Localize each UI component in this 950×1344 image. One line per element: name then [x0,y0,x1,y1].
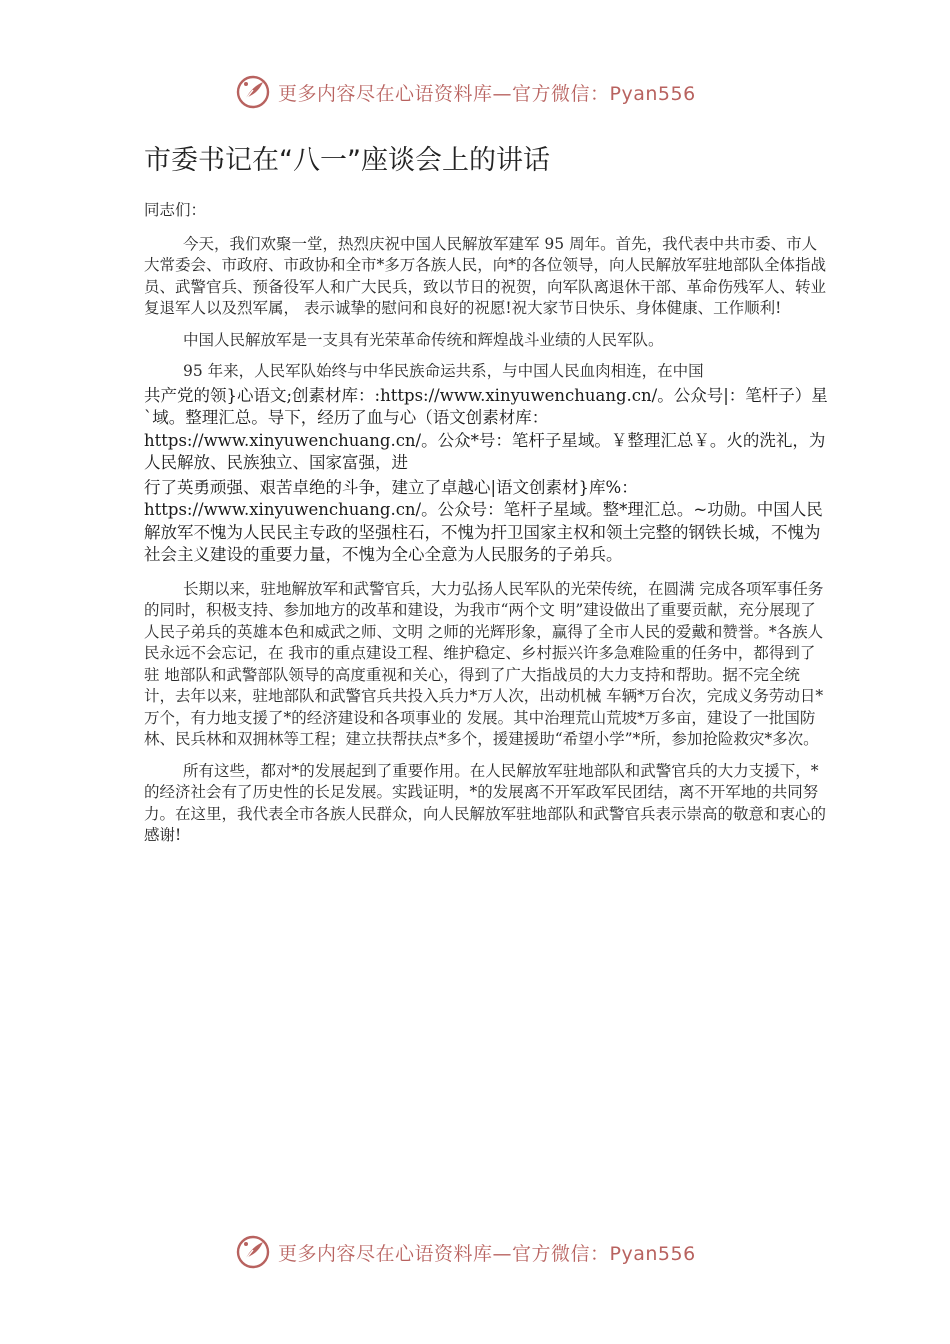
paragraph-3: 95 年来，人民军队始终与中华民族命运共系，与中国人民血肉相连，在中国 [183,362,704,380]
footer-banner [236,1232,696,1272]
paragraph-5: 行了英勇顽强、艰苦卓绝的斗争，建立了卓越心|语文创素材}库%：https://www.xinyuwenchuang.cn/。公众号：笔杆子星域。整*理汇总。~功勋。中国人民解放军不愧为人民民主专政的坚强柱石，不愧为扞卫国家主权和领土完整的钢铁长城，不愧为社会主义建设的重要力量，不愧为全心全意为人民服务的子弟兵。 [144,477,823,564]
banner-slogan: 更多内容尽在心语资料库—官方微信：Pyan556 [278,82,696,105]
salutation: 同志们： [144,201,207,219]
document-body [144,200,829,857]
header-banner [236,72,696,112]
paragraph-2: 中国人民解放军是一支具有光荣革命传统和辉煌战斗业绩的人民军队。 [183,330,664,349]
paragraph-4: 共产党的领}心语文;创素材库：:https://www.xinyuwenchuang.cn/。公众号|：笔杆子）星`域。整理汇总。导下，经历了血与心（语文创素材库：https://www.xinyuwenchuang.cn/。公众*号：笔杆子星域。￥整理汇总￥。火的洗礼，为人民解放、民族独立、国家富强，进 [144,385,828,472]
document-title: 市委书记在“八一”座谈会上的讲话 [144,145,550,176]
paragraph-6: 长期以来，驻地解放军和武警官兵，大力弘扬人民军队的光荣传统，在圆满 完成各项军事任务的同时，积极支持、参加地方的改革和建设，为我市“两个文 明”建设做出了重要贡献，充分展现了人民子弟兵的英雄本色和威武之师、文明 之师的光辉形象，赢得了全市人民的爱戴和赞誉。*各族人民永远不会忘记，在 我市的重点建设工程、维护稳定、乡村振兴许多急难险重的任务中，都得到了驻 地部队和武警部队领导的高度重视和关心，得到了广大指战员的大力支持和帮助。据不完全统计，去年以来，驻地部队和武警官兵共投入兵力*万人次，出动机械 车辆*万台次，完成义务劳动日*万个，有力地支援了*的经济建设和各项事业的 发展。其中治理荒山荒坡*万多亩，建设了一批国防林、民兵林和双拥林等工程；建立扶帮扶点*多个，援建援助“希望小学”*所，参加抢险救灾*多次。 [144,579,824,748]
banner-slogan: 更多内容尽在心语资料库—官方微信：Pyan556 [278,1242,696,1265]
quill-pen-icon [236,75,270,109]
paragraph-1: 今天，我们欢聚一堂，热烈庆祝中国人民解放军建军 95 周年。首先，我代表中共市委、市人大常委会、市政府、市政协和全市*多万各族人民，向*的各位领导，向人民解放军驻地部队全体指战员、武警官兵、预备役军人和广大民兵，致以节日的祝贺，向军队离退休干部、革命伤残军人、转业复退军人以及烈军属， 表示诚挚的慰问和良好的祝愿!祝大家节日快乐、身体健康、工作顺利! [144,234,827,317]
quill-pen-icon [236,1235,270,1269]
paragraph-7: 所有这些，都对*的发展起到了重要作用。在人民解放军驻地部队和武警官兵的大力支援下，*的经济社会有了历史性的长足发展。实践证明，*的发展离不开军政军民团结，离不开军地的共同努力。在这里，我代表全市各族人民群众，向人民解放军驻地部队和武警官兵表示崇高的敬意和衷心的感谢! [144,761,827,844]
